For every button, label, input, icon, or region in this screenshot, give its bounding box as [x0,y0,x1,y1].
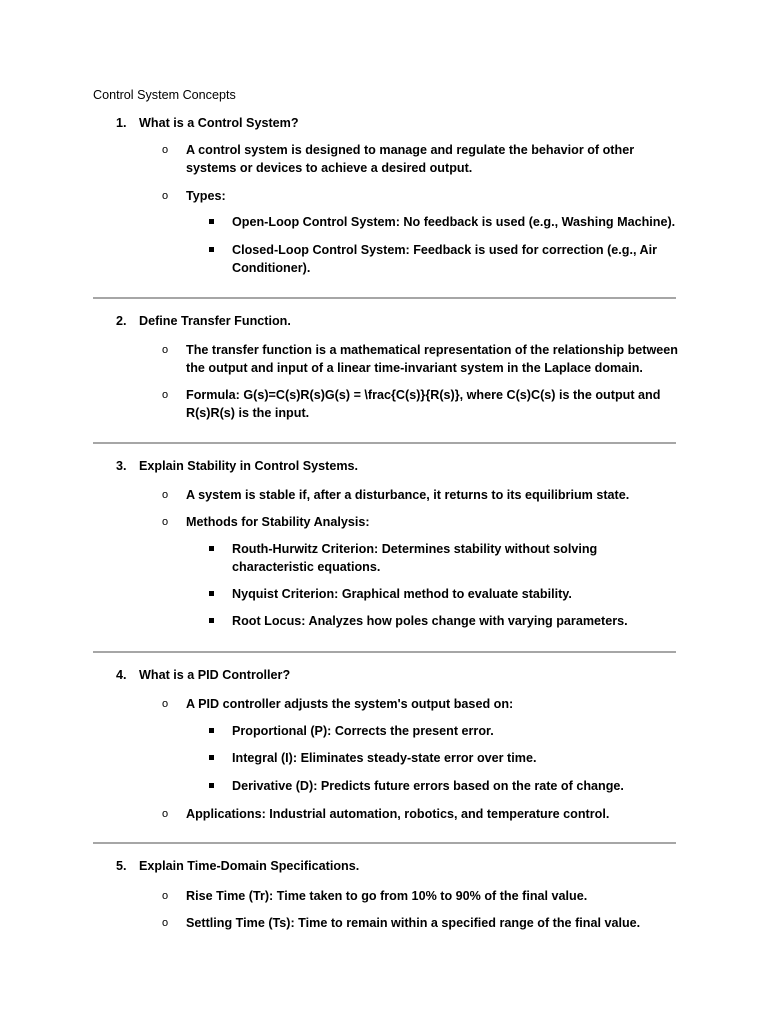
bullet-text: Types: [186,189,226,203]
question-heading: What is a PID Controller? [139,668,291,682]
sub-bullet-text: Integral (I): Eliminates steady-state error over time. [232,751,537,765]
question-heading: Define Transfer Function. [139,314,291,328]
hollow-circle-bullet: o [162,808,169,820]
question-heading: What is a Control System? [139,116,299,130]
bullet-text: Settling Time (Ts): Time to remain within a specified range of the final value. [186,916,641,930]
question-number: 2. [116,314,127,328]
section-divider [93,442,676,444]
sub-bullet-text: Derivative (D): Predicts future errors based on the rate of change. [232,779,624,793]
hollow-circle-bullet: o [162,344,169,356]
question-heading: Explain Stability in Control Systems. [139,459,359,473]
question-number: 1. [116,116,127,130]
sub-bullet-text: Closed-Loop Control System: Feedback is used for correction (e.g., Air Conditioner). [232,243,657,275]
section-divider [93,651,676,653]
hollow-circle-bullet: o [162,890,169,902]
bullet-text: Formula: G(s)=C(s)R(s)G(s) = \frac{C(s)}{R(s)}, where C(s)C(s) is the output and R(s)R(s) is the input. [186,388,661,420]
bullet-text: A PID controller adjusts the system's output based on: [186,697,514,711]
square-bullet [209,728,214,733]
square-bullet [209,591,214,596]
section-divider [93,297,676,299]
bullet-text: A control system is designed to manage and regulate the behavior of other systems or devices to achieve a desired output. [186,143,635,175]
question-number: 5. [116,859,127,873]
hollow-circle-bullet: o [162,917,169,929]
hollow-circle-bullet: o [162,698,169,710]
sub-bullet-text: Root Locus: Analyzes how poles change with varying parameters. [232,614,628,628]
square-bullet [209,755,214,760]
square-bullet [209,247,214,252]
sub-bullet-text: Proportional (P): Corrects the present error. [232,724,494,738]
square-bullet [209,618,214,623]
hollow-circle-bullet: o [162,190,169,202]
document-title: Control System Concepts [93,88,236,102]
square-bullet [209,219,214,224]
question-number: 3. [116,459,127,473]
bullet-text: A system is stable if, after a disturbance, it returns to its equilibrium state. [186,488,630,502]
sub-bullet-text: Nyquist Criterion: Graphical method to evaluate stability. [232,587,572,601]
hollow-circle-bullet: o [162,389,169,401]
sub-bullet-text: Routh-Hurwitz Criterion: Determines stability without solving characteristic equations. [232,542,598,574]
square-bullet [209,783,214,788]
bullet-text: The transfer function is a mathematical representation of the relationship between the output and input of a linear time-invariant system in the Laplace domain. [186,343,678,375]
section-divider [93,842,676,844]
hollow-circle-bullet: o [162,144,169,156]
bullet-text: Applications: Industrial automation, robotics, and temperature control. [186,807,610,821]
sub-bullet-text: Open-Loop Control System: No feedback is used (e.g., Washing Machine). [232,215,676,229]
bullet-text: Methods for Stability Analysis: [186,515,370,529]
square-bullet [209,546,214,551]
question-heading: Explain Time-Domain Specifications. [139,859,360,873]
question-number: 4. [116,668,127,682]
bullet-text: Rise Time (Tr): Time taken to go from 10% to 90% of the final value. [186,889,588,903]
hollow-circle-bullet: o [162,489,169,501]
hollow-circle-bullet: o [162,516,169,528]
